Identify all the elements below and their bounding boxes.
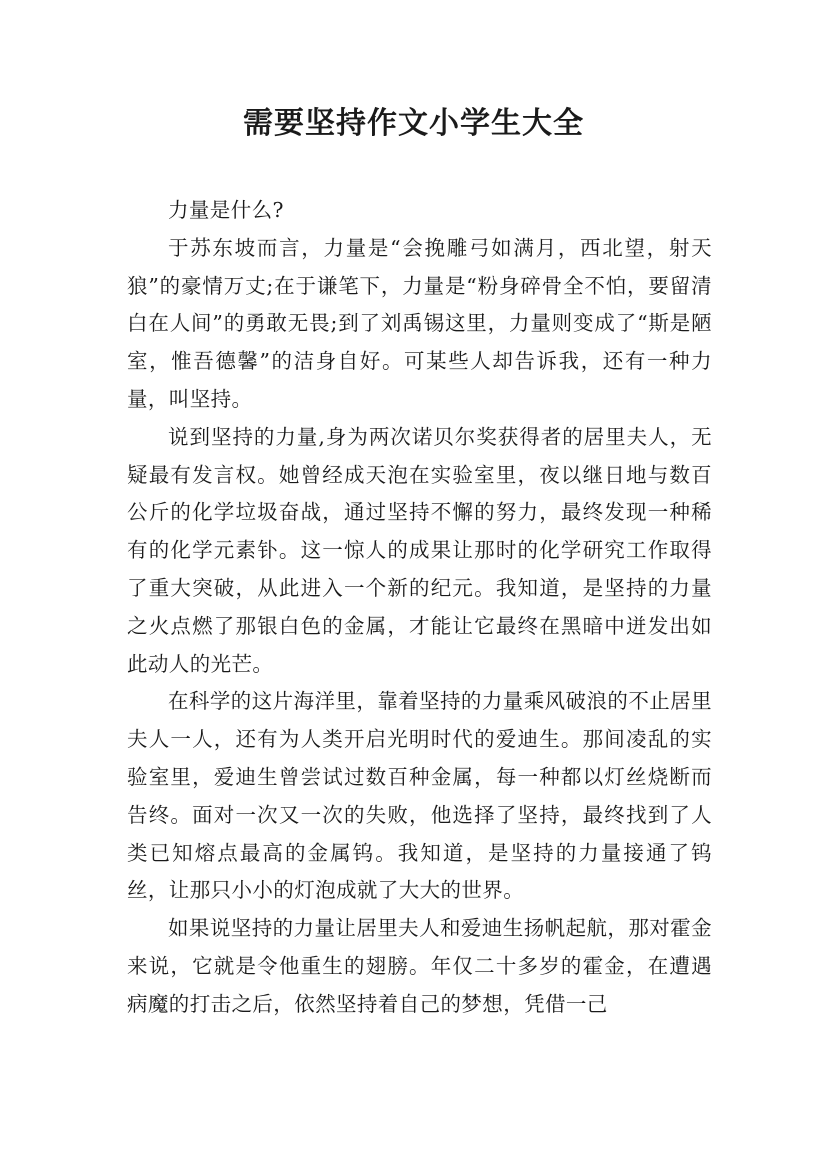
- paragraph-2: 于苏东坡而言，力量是“会挽雕弓如满月，西北望，射天狼”的豪情万丈;在于谦笔下，力量是“粉身碎骨全不怕，要留清白在人间”的勇敢无畏;到了刘禹锡这里，力量则变成了“斯是陋室，惟吾德馨”的洁身自好。可某些人却告诉我，还有一种力量，叫坚持。: [127, 235, 712, 411]
- paragraph-5: 如果说坚持的力量让居里夫人和爱迪生扬帆起航，那对霍金来说，它就是令他重生的翅膀。年仅二十多岁的霍金，在遭遇病魔的打击之后，依然坚持着自己的梦想，凭借一己: [127, 916, 712, 1016]
- paragraph-3: 说到坚持的力量,身为两次诺贝尔奖获得者的居里夫人，无疑最有发言权。她曾经成天泡在实验室里，夜以继日地与数百公斤的化学垃圾奋战，通过坚持不懈的努力，最终发现一种稀有的化学元素钋。这一惊人的成果让那时的化学研究工作取得了重大突破，从此进入一个新的纪元。我知道，是坚持的力量之火点燃了那银白色的金属，才能让它最终在黑暗中迸发出如此动人的光芒。: [127, 424, 712, 676]
- paragraph-1: 力量是什么?: [168, 198, 284, 222]
- document-title: 需要坚持作文小学生大全: [243, 106, 584, 141]
- article-body: [127, 192, 712, 1024]
- paragraph-4: 在科学的这片海洋里，靠着坚持的力量乘风破浪的不止居里夫人一人，还有为人类开启光明时代的爱迪生。那间凌乱的实验室里，爱迪生曾尝试过数百种金属，每一种都以灯丝烧断而告终。面对一次又一次的失败，他选择了坚持，最终找到了人类已知熔点最高的金属钨。我知道，是坚持的力量接通了钨丝，让那只小小的灯泡成就了大大的世界。: [127, 689, 712, 903]
